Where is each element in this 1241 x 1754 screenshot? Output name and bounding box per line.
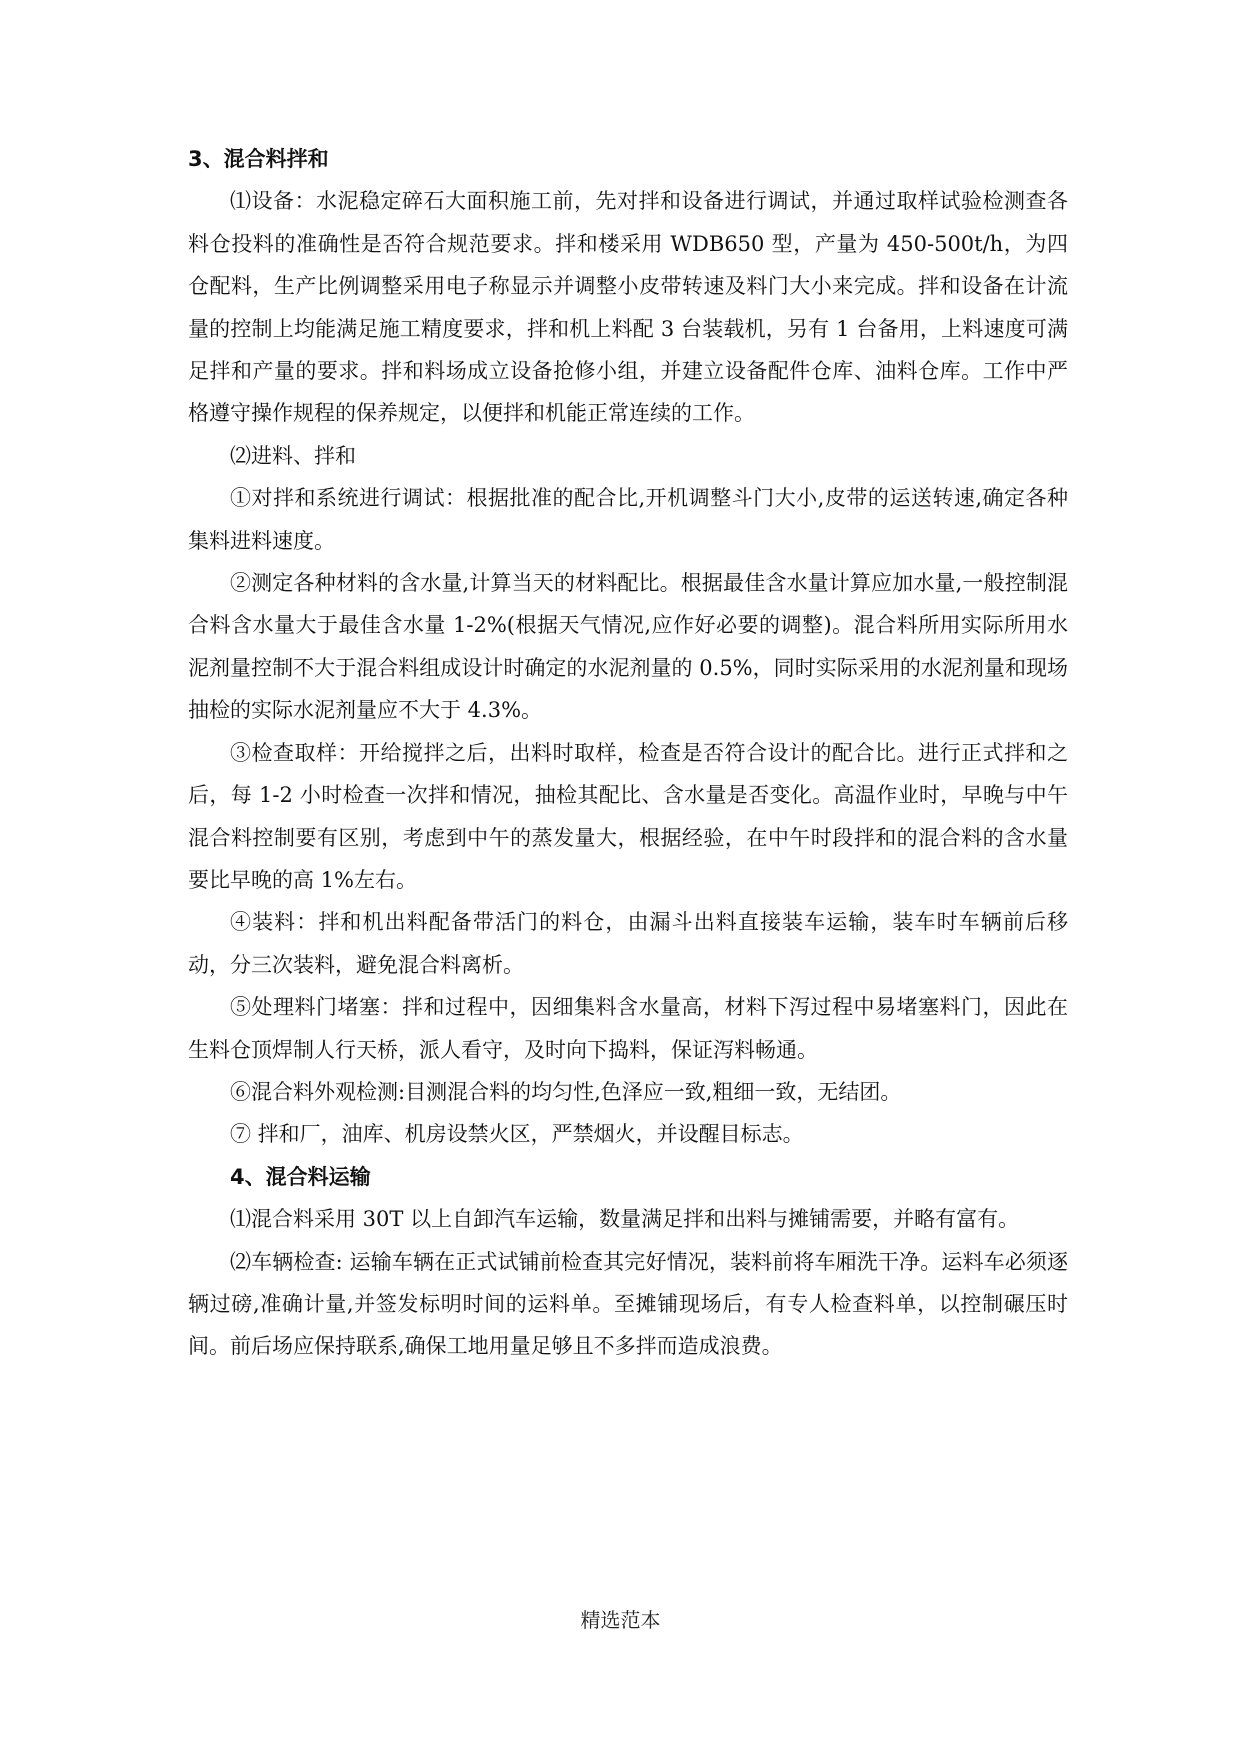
paragraph-moisture-content: ②测定各种材料的含水量,计算当天的材料配比。根据最佳含水量计算应加水量,一般控制混合料含水量大于最佳含水量 1-2%(根据天气情况,应作好必要的调整)。混合料所用实际所用水泥剂量控制不大于混合料组成设计时确定的水泥剂量的 0.5%，同时实际采用的水泥剂量和现场抽检的实际水泥剂量应不大于 4.3%。: [188, 571, 1068, 723]
document-body: [188, 138, 1068, 1368]
paragraph-vehicle-inspection: ⑵车辆检查: 运输车辆在正式试铺前检查其完好情况，装料前将车厢洗干净。运料车必须逐辆过磅,准确计量,并签发标明时间的运料单。至摊铺现场后，有专人检查料单，以控制碾压时间。前后场应保持联系,确保工地用量足够且不多拌而造成浪费。: [188, 1249, 1068, 1359]
paragraph-feeding-mixing: ⑵进料、拌和: [230, 443, 356, 468]
paragraph-sampling: ③检查取样：开给搅拌之后，出料时取样，检查是否符合设计的配合比。进行正式拌和之后，每 1-2 小时检查一次拌和情况，抽检其配比、含水量是否变化。高温作业时，早晚与中午混合料控制要有区别，考虑到中午的蒸发量大，根据经验，在中午时段拌和的混合料的含水量要比早晚的高 1%左右。: [188, 740, 1068, 892]
section-heading-transport: 4、混合料运输: [230, 1164, 371, 1189]
paragraph-equipment: ⑴设备：水泥稳定碎石大面积施工前，先对拌和设备进行调试，并通过取样试验检测查各料仓投料的准确性是否符合规范要求。拌和楼采用 WDB650 型，产量为 450-500t/h，为四仓配料，生产比例调整采用电子称显示并调整小皮带转速及料门大小来完成。拌和设备在计流量的控制上均能满足施工精度要求，拌和机上料配 3 台装载机，另有 1 台备用，上料速度可满足拌和产量的要求。拌和料场成立设备抢修小组，并建立设备配件仓库、油料仓库。工作中严格遵守操作规程的保养规定，以便拌和机能正常连续的工作。: [188, 189, 1068, 426]
paragraph-system-debug: ①对拌和系统进行调试：根据批准的配合比,开机调整斗门大小,皮带的运送转速,确定各种集料进料速度。: [188, 486, 1068, 553]
paragraph-visual-inspection: ⑥混合料外观检测:目测混合料的均匀性,色泽应一致,粗细一致，无结团。: [230, 1079, 902, 1104]
paragraph-fire-safety: ⑦ 拌和厂，油库、机房设禁火区，严禁烟火，并设醒目标志。: [230, 1122, 804, 1147]
paragraph-loading: ④装料：拌和机出料配备带活门的料仓，由漏斗出料直接装车运输，装车时车辆前后移动，分三次装料，避免混合料离析。: [188, 910, 1068, 977]
paragraph-dump-trucks: ⑴混合料采用 30T 以上自卸汽车运输，数量满足拌和出料与摊铺需要，并略有富有。: [230, 1207, 1020, 1232]
paragraph-gate-blockage: ⑤处理料门堵塞：拌和过程中，因细集料含水量高，材料下泻过程中易堵塞料门，因此在生料仓顶焊制人行天桥，派人看守，及时向下捣料，保证泻料畅通。: [188, 995, 1068, 1062]
page-footer: 精选范本: [580, 1608, 661, 1632]
section-heading-mixing: 3、混合料拌和: [188, 147, 329, 171]
